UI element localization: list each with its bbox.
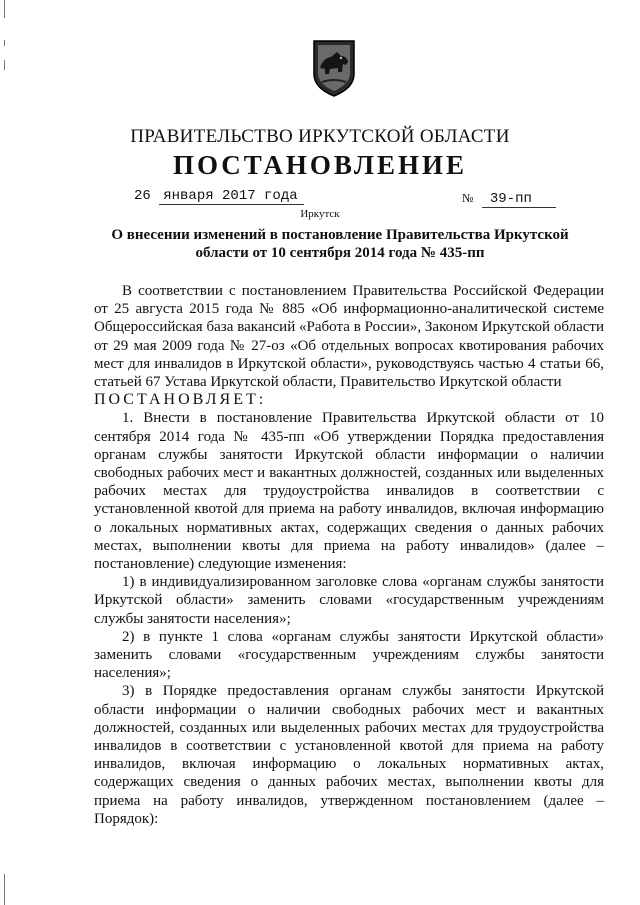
document-title: О внесении изменений в постановление Правительства Иркутской области от 10 сентября 2014 года № 435-пп [111,227,569,261]
scan-edge-mark [4,40,5,46]
number-value: 39-пп [482,191,556,208]
date-day: 26 [134,188,151,204]
government-name: ПРАВИТЕЛЬСТВО ИРКУТСКОЙ ОБЛАСТИ [130,126,510,147]
item-1-paragraph: 1. Внести в постановление Правительства Иркутской области от 10 сентября 2014 года № 435-пп «Об утверждении Порядка предоставления органам службы занятости Иркутской области информации о наличии свободных рабочих мест и вакантных должностей, созданных или выделенных рабочих местах для трудоустройства инвалидов в соответствии с установленной квотой для приема на работу инвалидов, включая информацию о локальных нормативных актах, содержащих сведения о данных рабочих местах, выполнении квоты для приема на работу инвалидов» (далее – постановление) следующие изменения: [94,410,604,573]
subitem-3-paragraph: 3) в Порядке предоставления органам службы занятости Иркутской области информации о наличии свободных рабочих мест и вакантных должностей, созданных или выделенных рабочих местах для трудоустройства инвалидов в соответствии с установленной квотой для приема на работу инвалидов, включая информацию о локальных нормативных актах, содержащих сведения о данных рабочих местах, выполнении квоты для приема на работу инвалидов, утвержденном постановлением (далее – Порядок): [94,683,604,827]
document-date [134,188,304,205]
scan-edge-mark [4,0,5,18]
scan-edge-mark [4,60,5,70]
intro-paragraph: В соответствии с постановлением Правительства Российской Федерации от 25 августа 2015 года № 885 «Об информационно-аналитической системе Общероссийская база вакансий «Работа в России», Законом Иркутской области от 29 мая 2009 года № 27-оз «Об отдельных вопросах квотирования рабочих мест для инвалидов в Иркутской области», руководствуясь частью 4 статьи 66, статьей 67 Устава Иркутской области, Правительство Иркутской области [94,283,604,391]
subitem-1-paragraph: 1) в индивидуализированном заголовке слова «органам службы занятости Иркутской области» заменить словами «государственным учреждениям службы занятости населения»; [94,574,604,627]
document-body [94,282,604,828]
subitem-2-paragraph: 2) в пункте 1 слова «органам службы занятости Иркутской области» заменить словами «государственным учреждениям службы занятости населения»; [94,628,604,682]
scan-edge-mark [4,874,5,905]
document-type: ПОСТАНОВЛЕНИЕ [172,150,468,180]
number-sign: № [462,191,474,205]
document-number [462,191,556,208]
irkutsk-coat-of-arms-icon [311,38,357,98]
resolve-heading: ПОСТАНОВЛЯЕТ: [94,391,267,409]
date-month-year: января 2017 года [159,188,303,205]
city-name: Иркутск [300,208,340,220]
